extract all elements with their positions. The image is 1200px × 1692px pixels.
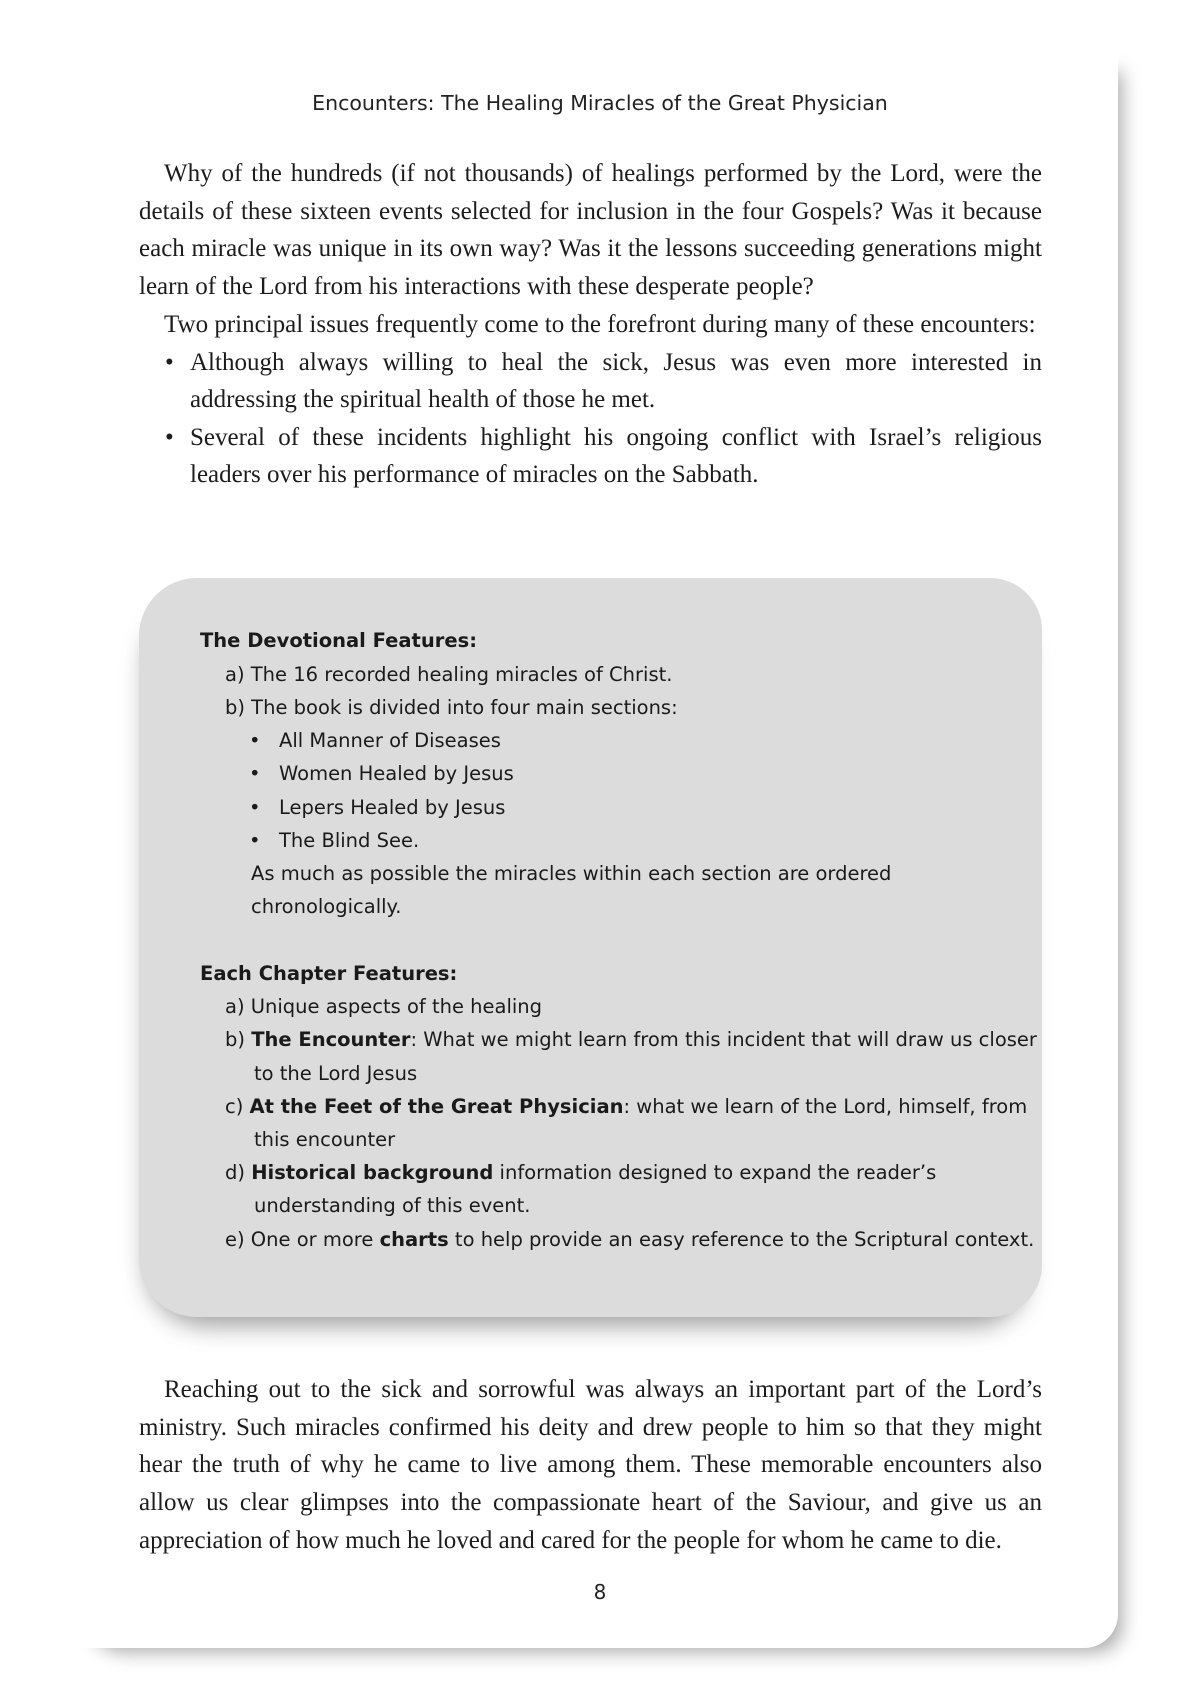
closing-paragraph: Reaching out to the sick and sorrowful was always an important part of the Lord’s ministry. Such miracles confirmed his deity and drew people to him so that they might hear the truth of why he came to live among them. These memorable encounters also allow us clear glimpses into the compassionate heart of the Saviour, and give us an appreciation of how much he loved and cared for the people for whom he came to die. bbox=[139, 1376, 1042, 1554]
section-name-2: Women Healed by Jesus bbox=[279, 762, 514, 785]
order-note-line-2: chronologically. bbox=[251, 895, 402, 918]
chapter-item-b bbox=[225, 1028, 1037, 1051]
chapter-item-e bbox=[225, 1228, 1034, 1251]
section-item-1 bbox=[249, 729, 501, 752]
item-text: : What we might learn from this incident that will draw us closer bbox=[410, 1028, 1037, 1051]
issues-list bbox=[139, 344, 1042, 494]
running-head: Encounters: The Healing Miracles of the Great Physician bbox=[312, 91, 888, 115]
devotional-features-heading: The Devotional Features: bbox=[200, 629, 477, 652]
term-historical-background: Historical background bbox=[251, 1161, 494, 1184]
section-item-2 bbox=[249, 762, 514, 785]
intro-paragraph-2: Two principal issues frequently come to the forefront during many of these encounters: bbox=[164, 310, 1036, 338]
page-number: 8 bbox=[593, 1580, 607, 1604]
bullet-icon: • bbox=[249, 729, 261, 752]
bullet-icon: • bbox=[165, 423, 174, 451]
issue-text-1: Although always willing to heal the sick, Jesus was even more interested in addressing the spiritual health of those he met. bbox=[190, 348, 1042, 414]
item-letter: c) bbox=[225, 1095, 250, 1118]
term-great-physician: At the Feet of the Great Physician bbox=[249, 1095, 624, 1118]
item-text: to help provide an easy reference to the Scriptural context. bbox=[448, 1228, 1035, 1251]
intro-section bbox=[139, 155, 1042, 494]
bullet-icon: • bbox=[165, 348, 174, 376]
item-letter: d) bbox=[225, 1161, 252, 1184]
devotional-item-b: b) The book is divided into four main sections: bbox=[225, 696, 678, 719]
closing-section bbox=[139, 1371, 1042, 1560]
term-encounter: The Encounter bbox=[251, 1028, 411, 1051]
bullet-icon: • bbox=[249, 796, 261, 819]
item-text: e) One or more bbox=[225, 1228, 380, 1251]
features-box bbox=[139, 578, 1042, 1317]
section-name-1: All Manner of Diseases bbox=[279, 729, 501, 752]
chapter-item-d bbox=[225, 1161, 936, 1184]
section-item-3 bbox=[249, 796, 506, 819]
section-name-4: The Blind See. bbox=[279, 829, 420, 852]
item-text: information designed to expand the reader’s bbox=[493, 1161, 937, 1184]
devotional-item-a: a) The 16 recorded healing miracles of Christ. bbox=[225, 663, 673, 686]
item-text: : what we learn of the Lord, himself, from bbox=[623, 1095, 1028, 1118]
chapter-item-c-cont: this encounter bbox=[254, 1128, 396, 1151]
chapter-item-b-cont: to the Lord Jesus bbox=[254, 1062, 418, 1085]
chapter-features-heading: Each Chapter Features: bbox=[200, 962, 458, 985]
intro-paragraph-1: Why of the hundreds (if not thousands) of healings performed by the Lord, were the details of these sixteen events selected for inclusion in the four Gospels? Was it because each miracle was unique in its own way? Was it the lessons succeeding generations might learn of the Lord from his interactions with these desperate people? bbox=[139, 160, 1042, 301]
term-charts: charts bbox=[379, 1228, 449, 1251]
item-letter: b) bbox=[225, 1028, 252, 1051]
bullet-icon: • bbox=[249, 829, 261, 852]
section-name-3: Lepers Healed by Jesus bbox=[279, 796, 506, 819]
chapter-item-d-cont: understanding of this event. bbox=[254, 1194, 531, 1217]
issue-item-2 bbox=[139, 419, 1042, 494]
chapter-item-a: a) Unique aspects of the healing bbox=[225, 995, 543, 1018]
issue-text-2: Several of these incidents highlight his ongoing conflict with Israel’s religious leaders over his performance of miracles on the Sabbath. bbox=[190, 423, 1042, 489]
bullet-icon: • bbox=[249, 762, 261, 785]
issue-item-1 bbox=[139, 344, 1042, 419]
order-note-line-1: As much as possible the miracles within each section are ordered bbox=[251, 862, 892, 885]
chapter-item-c bbox=[225, 1095, 1027, 1118]
section-item-4 bbox=[249, 829, 420, 852]
